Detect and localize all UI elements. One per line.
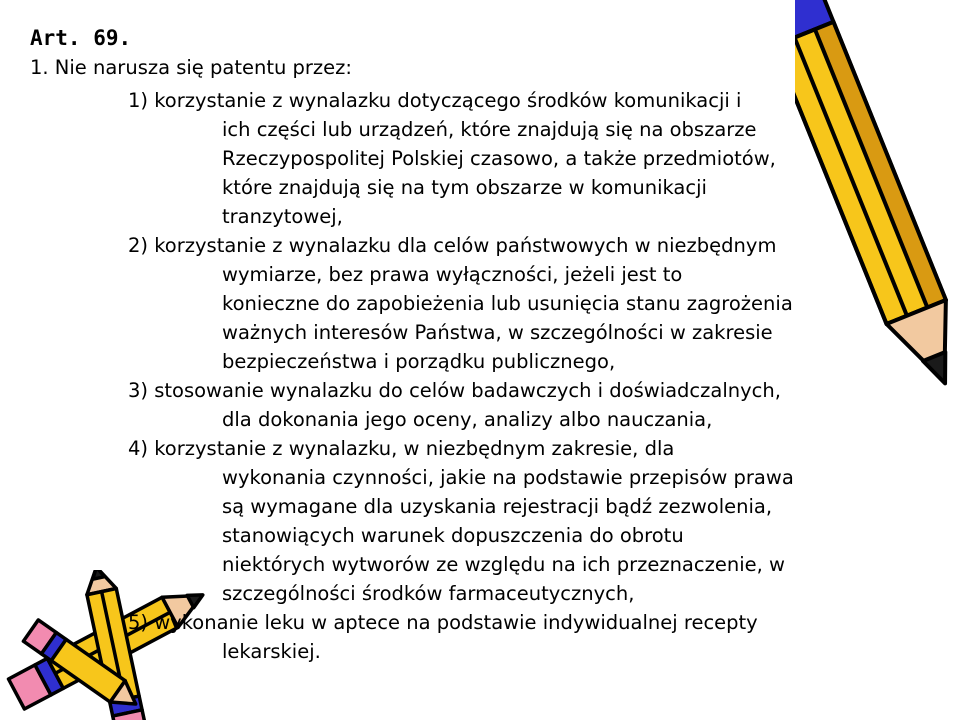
list-item-5-line-1: 5) wykonanie leku w aptece na podstawie indywidualnej recepty bbox=[128, 611, 758, 634]
list-item-3-line-2: dla dokonania jego oceny, analizy albo nauczania, bbox=[222, 408, 713, 431]
list-item-4-line-5: niektórych wytworów ze względu na ich przeznaczenie, w bbox=[222, 553, 785, 576]
list-item-4-line-6: szczególności środków farmaceutycznych, bbox=[222, 582, 635, 605]
list-item-4-line-1: 4) korzystanie z wynalazku, w niezbędnym zakresie, dla bbox=[128, 437, 675, 460]
list-item-4-line-3: są wymagane dla uzyskania rejestracji bądź zezwolenia, bbox=[222, 495, 773, 518]
list-item-2-line-3: konieczne do zapobieżenia lub usunięcia stanu zagrożenia bbox=[222, 292, 793, 315]
article-heading: Art. 69. bbox=[30, 26, 132, 50]
list-item-1-line-5: tranzytowej, bbox=[222, 205, 343, 228]
list-item-1-line-4: które znajdują się na tym obszarze w komunikacji bbox=[222, 176, 707, 199]
list-item-1-line-1: 1) korzystanie z wynalazku dotyczącego środków komunikacji i bbox=[128, 89, 742, 112]
list-item-2-line-5: bezpieczeństwa i porządku publicznego, bbox=[222, 350, 616, 373]
list-item-4-line-2: wykonania czynności, jakie na podstawie przepisów prawa bbox=[222, 466, 794, 489]
article-intro: 1. Nie narusza się patentu przez: bbox=[30, 56, 352, 79]
list-item-2-line-1: 2) korzystanie z wynalazku dla celów państwowych w niezbędnym bbox=[128, 234, 777, 257]
list-item-1-line-2: ich części lub urządzeń, które znajdują się na obszarze bbox=[222, 118, 757, 141]
list-item-5-line-2: lekarskiej. bbox=[222, 640, 321, 663]
list-item-1-line-3: Rzeczypospolitej Polskiej czasowo, a także przedmiotów, bbox=[222, 147, 776, 170]
list-item-3-line-1: 3) stosowanie wynalazku do celów badawczych i doświadczalnych, bbox=[128, 379, 781, 402]
list-item-2-line-4: ważnych interesów Państwa, w szczególności w zakresie bbox=[222, 321, 773, 344]
list-item-2-line-2: wymiarze, bez prawa wyłączności, jeżeli jest to bbox=[222, 263, 683, 286]
list-item-4-line-4: stanowiących warunek dopuszczenia do obrotu bbox=[222, 524, 684, 547]
